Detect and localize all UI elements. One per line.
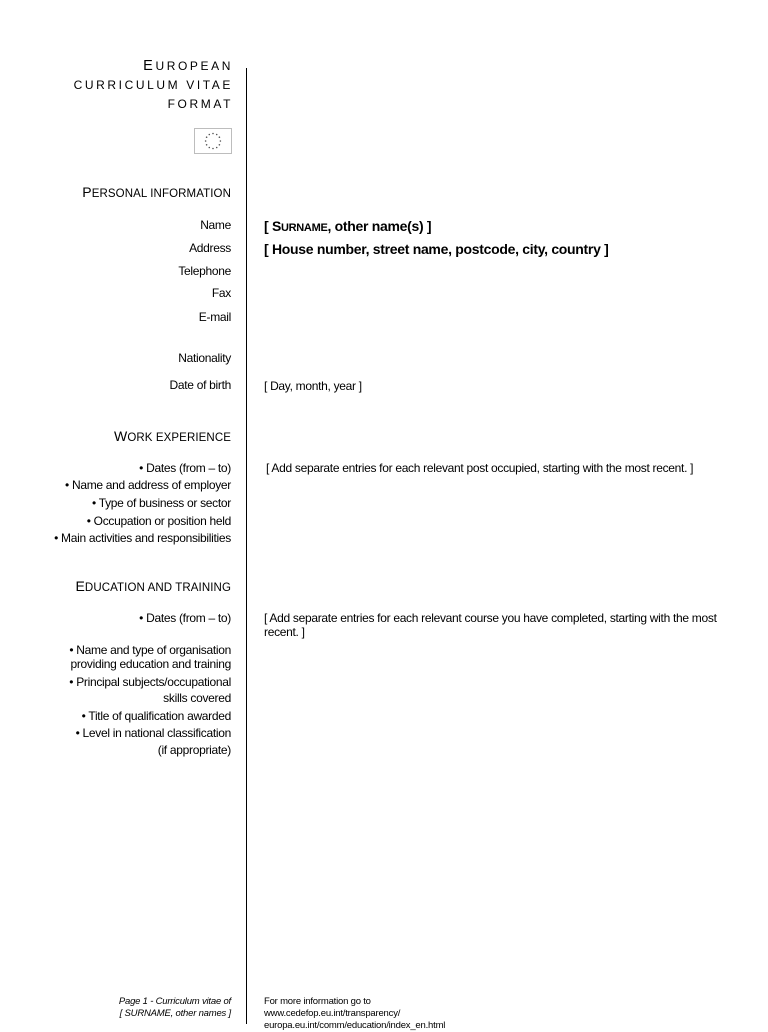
footer-link-europa[interactable]: europa.eu.int/comm/education/index_en.html xyxy=(264,1020,446,1031)
label-telephone: Telephone xyxy=(178,264,231,278)
cv-title-line3: FORMAT xyxy=(167,97,233,111)
footer-info-line1: For more information go to xyxy=(264,996,371,1007)
work-label-occupation: • Occupation or position held xyxy=(86,514,231,528)
label-fax: Fax xyxy=(211,286,231,300)
value-dob: [ Day, month, year ] xyxy=(264,379,362,393)
work-note: [ Add separate entries for each relevant post occupied, starting with the most recent. ] xyxy=(266,461,694,475)
edu-label-dates: • Dates (from – to) xyxy=(139,611,231,625)
cv-title-line2: CURRICULUM VITAE xyxy=(73,78,233,92)
work-label-business: • Type of business or sector xyxy=(92,496,231,510)
cv-title-line1: EUROPEAN xyxy=(143,58,233,74)
label-email: E-mail xyxy=(198,310,231,324)
work-label-activities: • Main activities and responsibilities xyxy=(54,531,231,545)
label-address: Address xyxy=(189,241,231,255)
work-experience-heading: WORK EXPERIENCE xyxy=(114,428,231,444)
edu-note-line2: recent. ] xyxy=(264,625,305,639)
footer-link-cedefop[interactable]: www.cedefop.eu.int/transparency/ xyxy=(264,1008,401,1019)
education-heading: EDUCATION AND TRAINING xyxy=(75,578,231,594)
footer-page-line2: [ SURNAME, other names ] xyxy=(119,1008,231,1019)
eu-stars-icon xyxy=(194,128,232,154)
footer-page-line1: Page 1 - Curriculum vitae of xyxy=(118,996,231,1007)
edu-label-subjects-1: • Principal subjects/occupational xyxy=(69,675,231,689)
label-dob: Date of birth xyxy=(169,378,231,392)
edu-label-level-2: (if appropriate) xyxy=(157,743,231,757)
edu-note-line1: [ Add separate entries for each relevant course you have completed, starting with the most xyxy=(264,611,717,625)
edu-label-org-1: • Name and type of organisation xyxy=(69,643,231,657)
value-name: [ SURNAME, other name(s) ] xyxy=(264,218,432,234)
edu-label-title: • Title of qualification awarded xyxy=(81,709,231,723)
edu-label-level-1: • Level in national classification xyxy=(75,726,231,740)
value-address: [ House number, street name, postcode, city, country ] xyxy=(264,241,609,257)
edu-label-subjects-2: skills covered xyxy=(163,691,231,705)
column-divider xyxy=(246,68,247,1024)
label-name: Name xyxy=(200,218,231,232)
personal-info-heading: PERSONAL INFORMATION xyxy=(82,184,231,200)
work-label-employer: • Name and address of employer xyxy=(65,478,231,492)
work-label-dates: • Dates (from – to) xyxy=(139,461,231,475)
edu-label-org-2: providing education and training xyxy=(70,657,231,671)
label-nationality: Nationality xyxy=(178,351,231,365)
